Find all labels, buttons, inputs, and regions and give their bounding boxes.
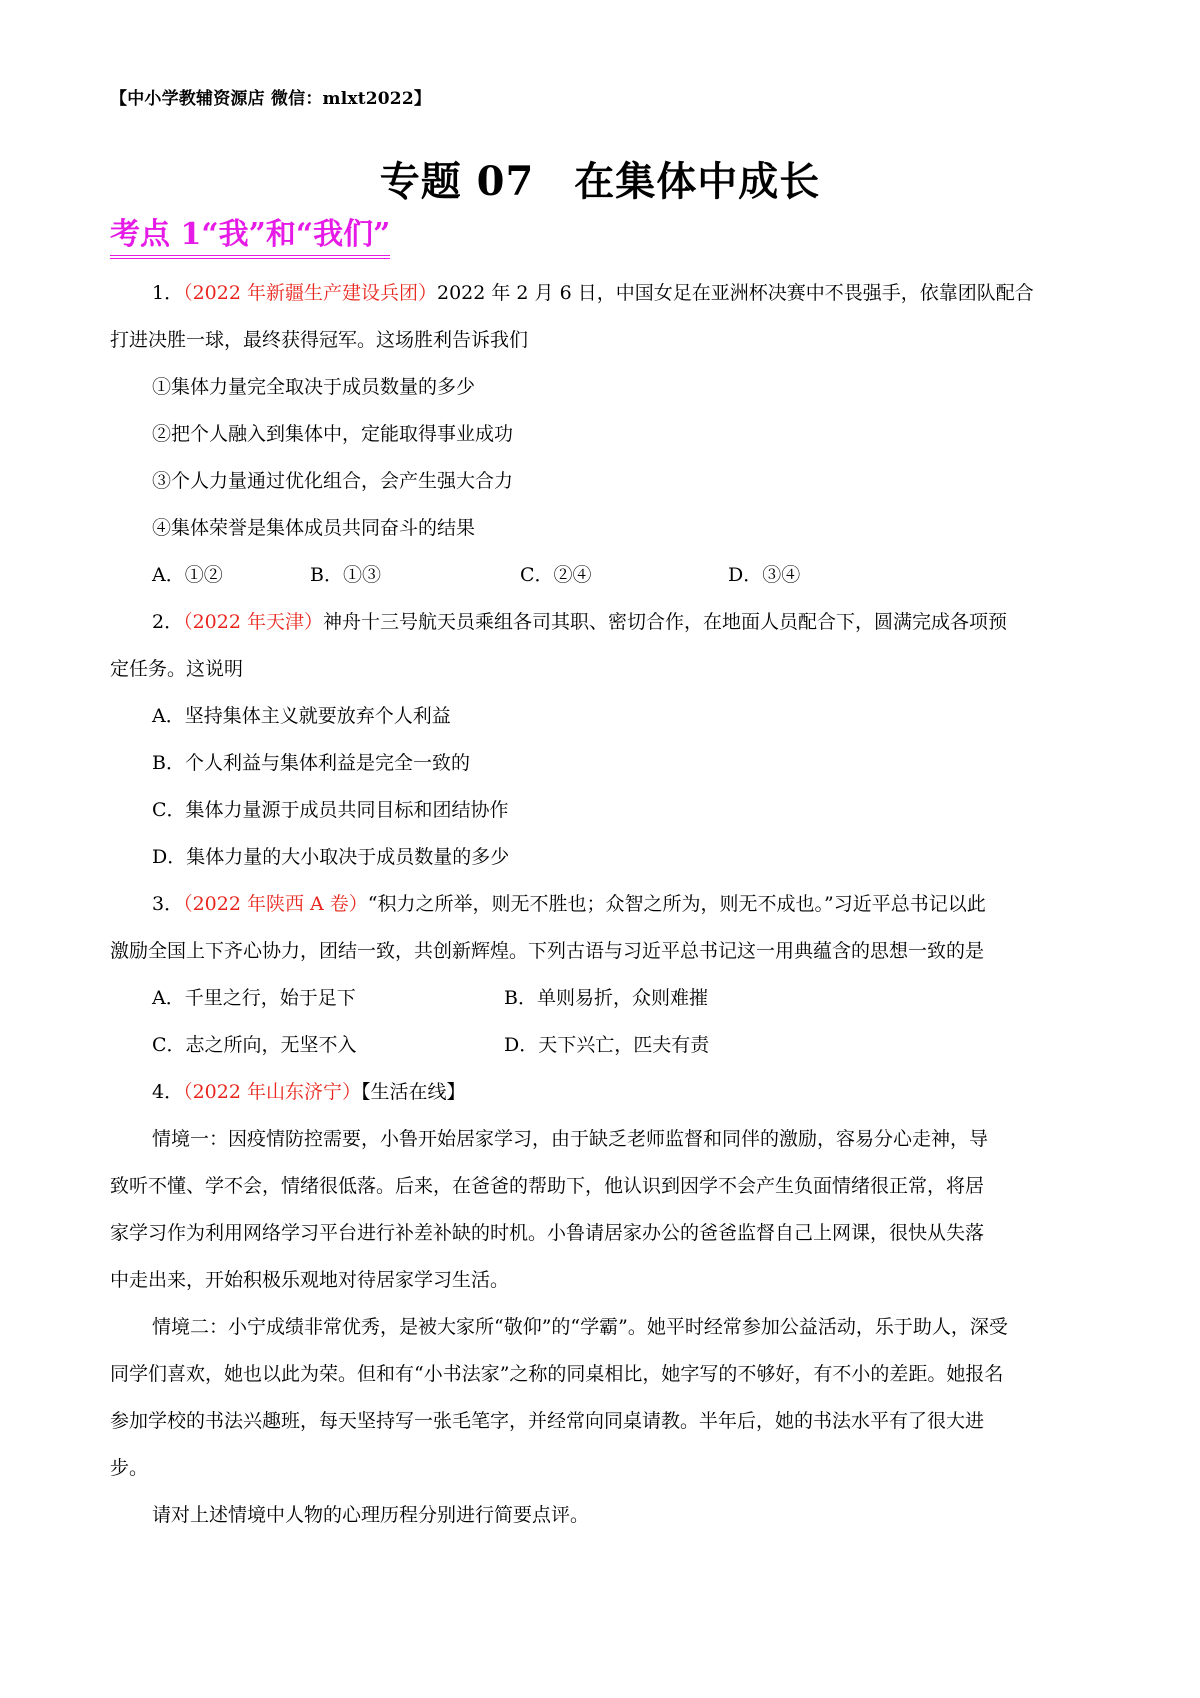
scenario-1-line: 中走出来，开始积极乐观地对待居家学习生活。	[110, 1269, 510, 1291]
question-source: （2022 年天津）	[183, 611, 323, 633]
option-b: B．①③	[310, 564, 381, 586]
question-1-stem	[110, 270, 1100, 317]
option-d: D．集体力量的大小取决于成员数量的多少	[152, 846, 510, 868]
document-title	[0, 150, 1200, 207]
option-b: B．单则易折，众则难摧	[504, 987, 708, 1009]
option-a: A．①②	[152, 564, 223, 586]
question-text: 神舟十三号航天员乘组各司其职、密切合作，在地面人员配合下，圆满完成各项预	[323, 611, 1008, 633]
question-2-stem	[110, 599, 1100, 646]
scenario-2-line: 参加学校的书法兴趣班，每天坚持写一张毛笔字，并经常向同桌请教。半年后，她的书法水平有了很大进	[110, 1410, 985, 1432]
header-note: 【中小学教辅资源店 微信：mlxt2022】	[110, 89, 432, 109]
question-source: （2022 年新疆生产建设兵团）	[183, 282, 437, 304]
question-list	[110, 270, 1100, 1539]
statement-item: ①集体力量完全取决于成员数量的多少	[152, 376, 476, 398]
question-text: “积力之所举，则无不胜也；众智之所为，则无不成也。”习近平总书记以此	[367, 893, 986, 915]
question-4-prompt: 请对上述情境中人物的心理历程分别进行简要点评。	[152, 1504, 590, 1526]
statement-item: ③个人力量通过优化组合，会产生强大合力	[152, 470, 514, 492]
title-text: 在集体中成长	[574, 158, 821, 205]
scenario-1-line: 情境一：因疫情防控需要，小鲁开始居家学习，由于缺乏老师监督和同伴的激励，容易分心走神，导	[152, 1128, 989, 1150]
question-1-stem-cont: 打进决胜一球，最终获得冠军。这场胜利告诉我们	[110, 329, 529, 351]
statement-item: ④集体荣誉是集体成员共同奋斗的结果	[152, 517, 476, 539]
option-d: D．天下兴亡，匹夫有责	[504, 1034, 710, 1056]
question-number: 2．	[152, 611, 184, 633]
option-c: C．志之所向，无坚不入	[152, 1034, 357, 1056]
question-1-options	[110, 552, 1100, 599]
question-text: 2022 年 2 月 6 日，中国女足在亚洲杯决赛中不畏强手，依靠团队配合	[437, 282, 1034, 304]
scenario-1-line: 致听不懂、学不会，情绪很低落。后来，在爸爸的帮助下，他认识到因学不会产生负面情绪很正常，将居	[110, 1175, 985, 1197]
option-a: A．千里之行，始于足下	[152, 987, 356, 1009]
title-number: 专题 07	[379, 158, 535, 205]
scenario-2-line: 步。	[110, 1457, 149, 1479]
option-c: C．集体力量源于成员共同目标和团结协作	[152, 799, 509, 821]
question-number: 1．	[152, 282, 184, 304]
question-3-stem	[110, 881, 1100, 928]
question-3-stem-cont: 激励全国上下齐心协力，团结一致，共创新辉煌。下列古语与习近平总书记这一用典蕴含的思想一致的是	[110, 940, 985, 962]
option-b: B．个人利益与集体利益是完全一致的	[152, 752, 470, 774]
question-source: （2022 年山东济宁）	[183, 1081, 361, 1103]
question-tag: 【生活在线】	[361, 1081, 466, 1103]
question-source: （2022 年陕西 A 卷）	[183, 893, 368, 915]
option-c: C．②④	[520, 564, 592, 586]
question-4-stem	[110, 1069, 1100, 1116]
question-2-stem-cont: 定任务。这说明	[110, 658, 244, 680]
statement-item: ②把个人融入到集体中，定能取得事业成功	[152, 423, 514, 445]
scenario-2-line: 情境二：小宁成绩非常优秀，是被大家所“敬仰”的“学霸”。她平时经常参加公益活动，乐于助人，深受	[152, 1316, 1008, 1338]
scenario-1-line: 家学习作为利用网络学习平台进行补差补缺的时机。小鲁请居家办公的爸爸监督自己上网课，很快从失落	[110, 1222, 985, 1244]
question-number: 4．	[152, 1081, 184, 1103]
question-3-options-row-1	[110, 975, 1100, 1022]
question-3-options-row-2	[110, 1022, 1100, 1069]
option-a: A．坚持集体主义就要放弃个人利益	[152, 705, 451, 727]
option-d: D．③④	[728, 564, 801, 586]
section-heading: 考点 1“我”和“我们”	[110, 215, 390, 259]
question-number: 3．	[152, 893, 184, 915]
scenario-2-line: 同学们喜欢，她也以此为荣。但和有“小书法家”之称的同桌相比，她字写的不够好，有不小的差距。她报名	[110, 1363, 1004, 1385]
